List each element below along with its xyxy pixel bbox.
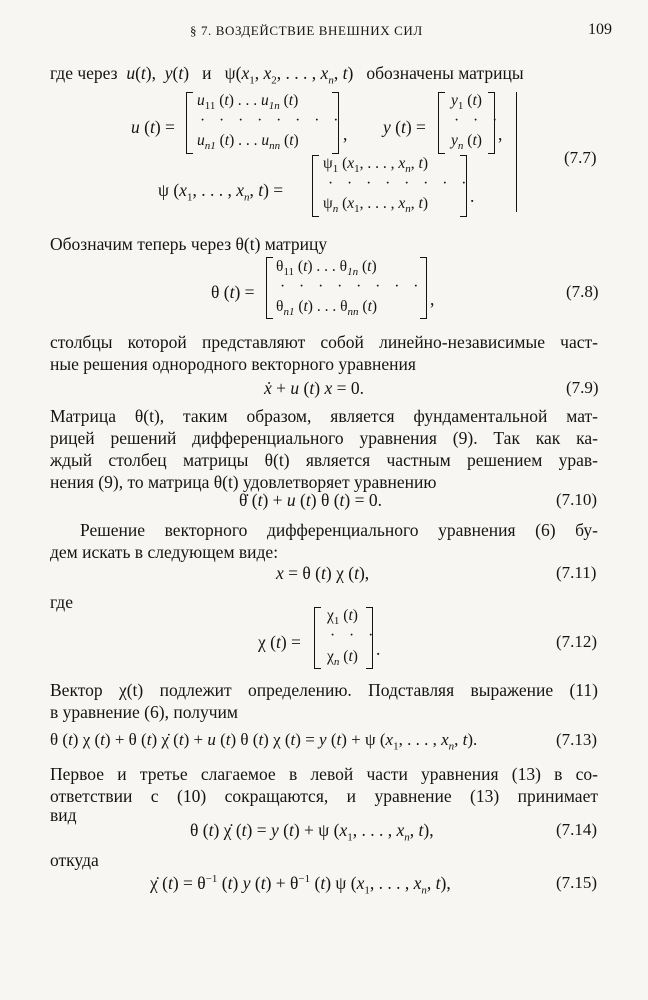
- eq712-label: χ (t) =: [258, 632, 301, 652]
- paragraph-line: Вектор χ(t) подлежит определению. Подставляя выражение (11): [50, 680, 598, 700]
- period: .: [470, 186, 475, 206]
- bracket: [312, 155, 319, 217]
- bracket: [460, 155, 467, 217]
- eq-number: (7.14): [556, 820, 598, 839]
- paragraph-line: Обозначим теперь через θ(t) матрицу: [50, 234, 328, 254]
- grouping-brace: [516, 92, 521, 212]
- matrix-row: · · · · · · · ·: [328, 175, 472, 192]
- eq-number: (7.13): [556, 730, 598, 749]
- matrix-row: · · · · · · · ·: [280, 278, 424, 295]
- comma: ,: [343, 124, 348, 144]
- matrix-row: $\psi_n$ ($x_1$, . . . , $x_n$, t): [323, 195, 429, 216]
- bracket: [420, 257, 427, 319]
- matrix-row: $\theta_{n1}$ (t) . . . $\theta_{nn}$ (t): [276, 298, 378, 319]
- matrix-row: · · ·: [330, 627, 379, 644]
- eq-number: (7.9): [566, 378, 599, 397]
- paragraph-line: Первое и третье слагаемое в левой части уравнения (13) в со-: [50, 764, 598, 784]
- paragraph-line: Решение векторного дифференциального уравнения (6) бу-: [80, 520, 598, 540]
- bracket: [488, 92, 495, 154]
- eq78-label: θ (t) =: [211, 282, 255, 302]
- intro-line: где через u(t), y(t) и $\psi(x_1$, $x_2$, . . . , $x_n$, t) обозначены матрицы: [50, 63, 524, 87]
- matrix-row: $u_{11}$ (t) . . . $u_{1n}$ (t): [197, 92, 299, 113]
- eq-number: (7.12): [556, 632, 598, 651]
- matrix-row: $y_1$ (t): [451, 92, 482, 113]
- running-header: § 7. ВОЗДЕЙСТВИЕ ВНЕШНИХ СИЛ: [190, 23, 423, 38]
- matrix-row: $\psi_1$ ($x_1$, . . . , $x_n$, t): [323, 155, 429, 176]
- paragraph-line: рицей решений дифференциального уравнения (9). Так как ка-: [50, 428, 598, 448]
- bracket: [186, 92, 193, 154]
- eq713-formula: θ (t) χ (t) + θ (t) χ̇ (t) + u (t) θ (t) χ (t) = y (t) + ψ ($x_1$, . . . , $x_n$, t).: [50, 730, 478, 753]
- paragraph-line: нения (9), то матрица θ(t) удовлетворяет уравнению: [50, 472, 437, 492]
- page-number: 109: [588, 21, 612, 38]
- matrix-row: $\chi_1$ (t): [327, 607, 358, 628]
- paragraph-line: ответствии с (10) сокращаются, и уравнение (13) принимает: [50, 786, 598, 806]
- paragraph-line: дем искать в следующем виде:: [50, 542, 279, 562]
- eq77-psi-label: ψ ($x_1$, . . . , $x_n$, t) =: [158, 180, 284, 204]
- comma: ,: [498, 124, 503, 144]
- bracket: [438, 92, 445, 154]
- matrix-row: $\theta_{11}$ (t) . . . $\theta_{1n}$ (t): [276, 258, 377, 279]
- eq79-formula: ẋ + u (t) x = 0.: [264, 378, 364, 398]
- bracket: [332, 92, 339, 154]
- period: .: [376, 639, 381, 659]
- eq-number: (7.7): [564, 148, 597, 167]
- eq-number: (7.11): [556, 563, 597, 582]
- eq77-u-label: u (t) =: [131, 117, 175, 137]
- eq-number: (7.15): [556, 873, 598, 892]
- eq-number: (7.10): [556, 490, 598, 509]
- eq710-formula: θ̇ (t) + u (t) θ (t) = 0.: [239, 490, 382, 510]
- paragraph-line: Матрица θ(t), таким образом, является фундаментальной мат-: [50, 406, 598, 426]
- matrix-row: · · ·: [454, 112, 503, 129]
- bracket: [366, 607, 373, 669]
- matrix-row: $y_n$ (t): [451, 132, 482, 153]
- eq711-formula: x = θ (t) χ (t),: [276, 563, 370, 583]
- comma: ,: [430, 289, 435, 309]
- bracket: [314, 607, 321, 669]
- paragraph-line: откуда: [50, 850, 99, 870]
- paragraph-line: столбцы которой представляют собой линейно-независимые част-: [50, 332, 598, 352]
- matrix-row: $\chi_n$ (t): [327, 648, 358, 669]
- eq715-formula: χ̇ $(t) = \theta^{-1}$ (t) y $(t) + \theta^{-1}$ (t) ψ ($x_1$, . . . , $x_n$, t),: [150, 873, 451, 897]
- bracket: [266, 257, 273, 319]
- matrix-row: · · · · · · · ·: [200, 112, 344, 129]
- paragraph-line: где: [50, 592, 73, 612]
- paragraph-line: в уравнение (6), получим: [50, 702, 238, 722]
- eq714-formula: θ (t) χ̇ (t) = y (t) + ψ ($x_1$, . . . , $x_n$, t),: [190, 820, 434, 844]
- eq77-y-label: y (t) =: [383, 117, 426, 137]
- paragraph-line: ные решения однородного векторного уравнения: [50, 354, 416, 374]
- paragraph-line: ждый столбец матрицы θ(t) является частным решением урав-: [50, 450, 598, 470]
- eq-number: (7.8): [566, 282, 599, 301]
- matrix-row: $u_{n1}$ (t) . . . $u_{nn}$ (t): [197, 132, 299, 153]
- paragraph-line: вид: [50, 805, 77, 825]
